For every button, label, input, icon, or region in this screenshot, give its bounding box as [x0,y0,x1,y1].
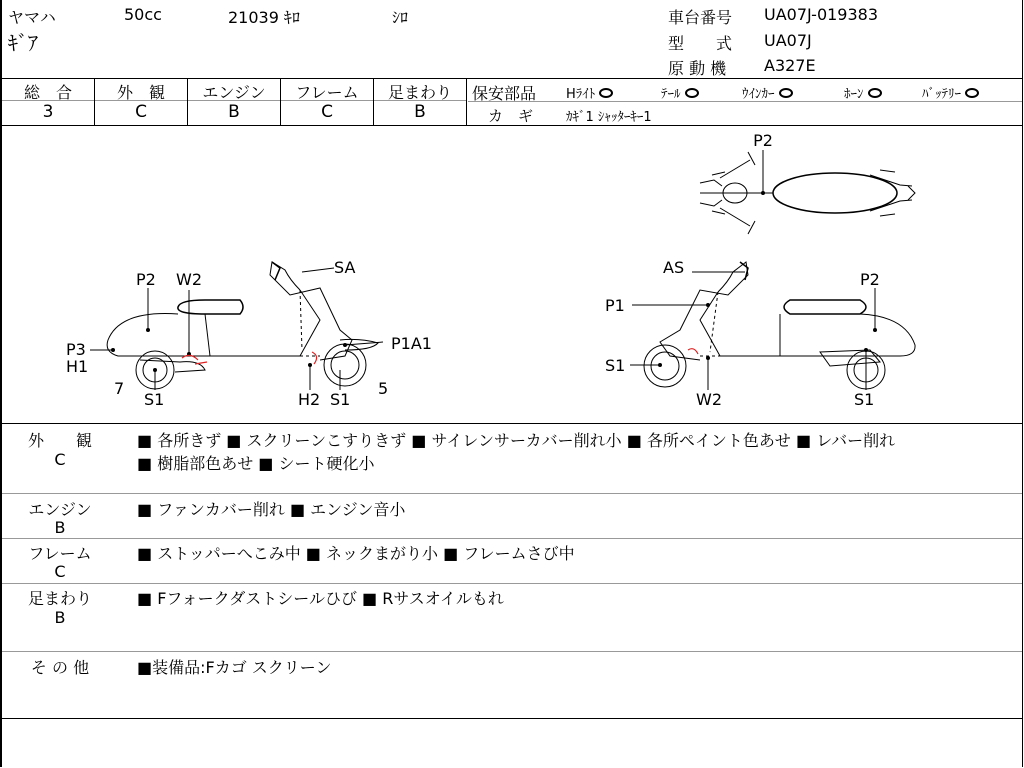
section-line: ■装備品:Fカゴ スクリーン [137,658,332,677]
diagram-label: 5 [378,379,389,398]
mileage: 21039 ｷﾛ [228,8,300,27]
diagram-label: S1 [330,390,351,409]
grade-label-overall: 総 合 [23,83,72,102]
diagram-label: W2 [696,390,722,409]
diagram-label: AS [663,258,685,277]
divider [2,538,1022,539]
diagram-label: 7 [114,379,125,398]
safety-item-battery: ﾊﾞｯﾃﾘｰ [922,83,979,102]
grade-value-suspension: B [414,102,426,122]
maker: ヤマハ [8,8,56,27]
grade-value-overall: 3 [42,102,54,122]
section-label: 外 観 [27,431,92,450]
section-label: フレーム [28,544,92,563]
frame-no: UA07J-019383 [764,5,879,24]
grade-label-suspension: 足まわり [387,83,452,102]
section-grade: C [54,562,66,581]
diagram-label: P3 [66,340,86,359]
diagram-label: S1 [854,390,875,409]
scooter-top-view [700,152,915,234]
safety-item-headlight: Hﾗｲﾄ [566,83,613,102]
section-line: ■ Fフォークダストシールひび ■ Rサスオイルもれ [137,589,504,608]
key-label: カ ギ [488,107,534,125]
divider [0,718,1023,719]
diagram-label: P2 [136,270,156,289]
safety-item-horn: ﾎｰﾝ [844,83,882,102]
grade-value-exterior: C [135,102,147,122]
section-line: ■ ファンカバー削れ ■ エンジン音小 [137,500,406,519]
divider [2,583,1022,584]
displacement: 50cc [124,5,162,24]
diagram-label: S1 [605,356,626,375]
frame-no-label: 車台番号 [668,8,733,27]
section-grade: B [54,518,66,537]
safety-item-winker: ｳｲﾝｶｰ [742,83,793,102]
type-value: UA07J [764,31,812,50]
engine-value: A327E [764,56,816,75]
diagram-label: SA [334,258,356,277]
section-grade: C [54,450,66,469]
grade-label-exterior: 外 観 [116,83,165,102]
section-grade: B [54,608,66,627]
safety-item-tail: ﾃｰﾙ [661,83,699,102]
diagram-label: S1 [144,390,165,409]
grade-value-frame: C [321,102,333,122]
section-label: エンジン [28,500,92,519]
grade-value-engine: B [228,102,240,122]
diagram-label: P2 [753,131,773,150]
section-label: 足まわり [27,589,92,608]
key-value: ｶｷﾞ1 ｼｬｯﾀｰｷｰ1 [566,110,652,125]
divider [2,651,1022,652]
diagram-label: P1A1 [391,334,432,353]
grade-label-engine: エンジン [202,83,266,102]
diagram-label: W2 [176,270,202,289]
safety-label: 保安部品 [472,84,537,103]
engine-label: 原 動 機 [668,59,727,78]
section-line: ■ 樹脂部色あせ ■ シート硬化小 [137,454,375,473]
section-line: ■ 各所きず ■ スクリーンこすりきず ■ サイレンサーカバー削れ小 ■ 各所ペイント色あせ ■ レバー削れ [137,431,896,450]
type-label: 型 式 [668,34,733,53]
color: ｼﾛ [392,8,409,27]
diagram-label: P1 [605,296,625,315]
diagram-label: H2 [298,390,321,409]
section-label: そ の 他 [30,658,90,677]
divider [2,493,1022,494]
model-name: ｷﾞｱ [8,31,38,55]
diagram-label: H1 [66,357,89,376]
section-line: ■ ストッパーへこみ中 ■ ネックまがり小 ■ フレームさび中 [137,544,575,563]
grade-label-frame: フレーム [295,83,359,102]
diagram-label: P2 [860,270,880,289]
